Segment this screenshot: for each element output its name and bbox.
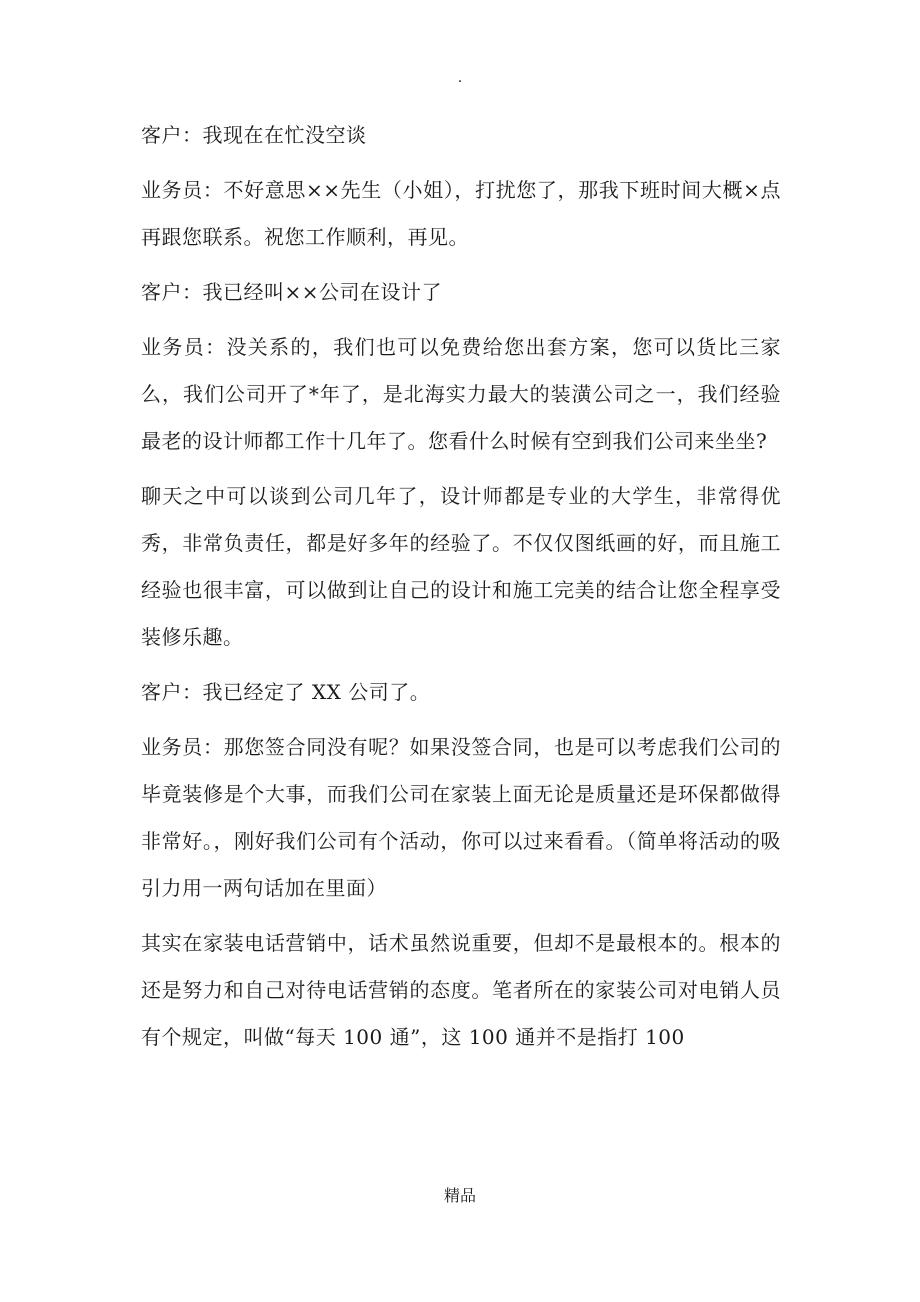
paragraph-marketing-tips: 其实在家装电话营销中，话术虽然说重要，但却不是最根本的。根本的还是努力和自己对待电话营销的态度。笔者所在的家装公司对电销人员有个规定，叫做“每天 100 通”，这 100 通并不是指打 100 — [141, 931, 781, 1049]
paragraph-customer-other-company: 客户：我已经叫××公司在设计了 — [141, 280, 443, 304]
paragraph-company-strengths: 聊天之中可以谈到公司几年了，设计师都是专业的大学生，非常得优秀，非常负责任，都是好多年的经验了。不仅仅图纸画的好，而且施工经验也很丰富，可以做到让自己的设计和施工完美的结合让您全程享受装修乐趣。 — [141, 484, 781, 649]
footer-label: 精品 — [443, 1186, 476, 1205]
paragraph-sales-free-plan: 业务员：没关系的，我们也可以免费给您出套方案，您可以货比三家么，我们公司开了*年了，是北海实力最大的装潢公司之一，我们经验最老的设计师都工作十几年了。您看什么时候有空到我们公司来坐坐? — [141, 335, 781, 453]
header-mark: . — [457, 70, 463, 86]
paragraph-customer-busy: 客户：我现在在忙没空谈 — [141, 123, 367, 147]
paragraph-customer-decided: 客户：我已经定了 XX 公司了。 — [141, 680, 431, 704]
paragraph-sales-contract: 业务员：那您签合同没有呢？如果没签合同，也是可以考虑我们公司的毕竟装修是个大事，而我们公司在家装上面无论是质量还是环保都做得非常好。，刚好我们公司有个活动，你可以过来看看。（简单将活动的吸引力用一两句话加在里面） — [141, 735, 781, 900]
document-body — [141, 112, 781, 1061]
paragraph-sales-apology: 业务员：不好意思××先生（小姐），打扰您了，那我下班时间大概×点再跟您联系。祝您工作顺利，再见。 — [141, 178, 781, 249]
